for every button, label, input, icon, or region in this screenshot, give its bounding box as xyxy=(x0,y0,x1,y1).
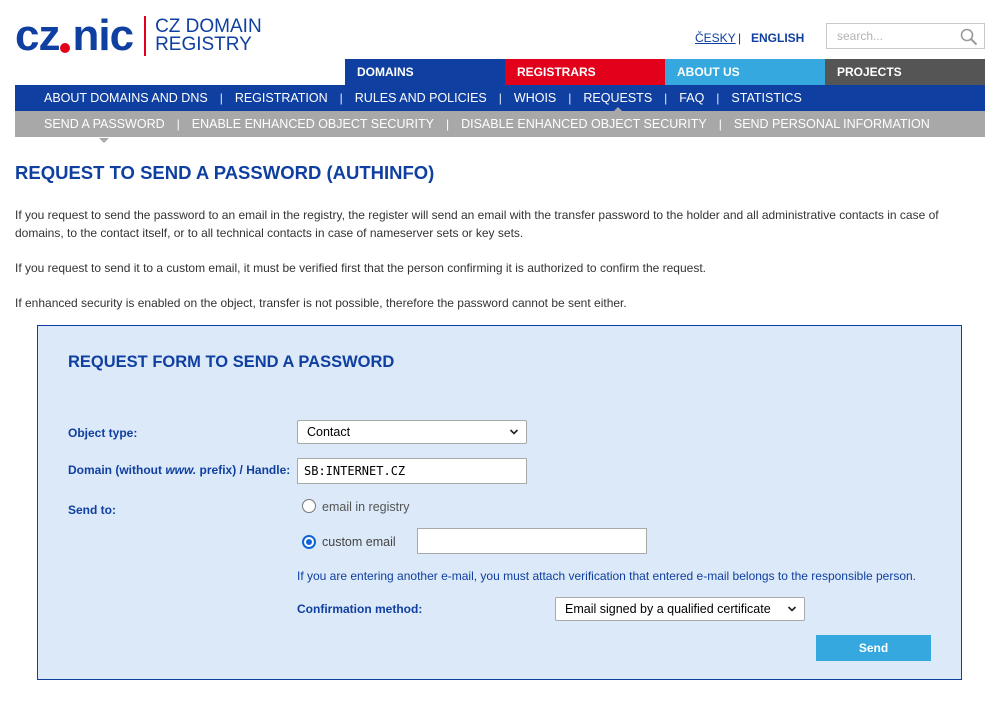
radio-email-in-registry-label[interactable]: email in registry xyxy=(322,500,410,514)
intro-paragraph-1: If you request to send the password to an email in the registry, the register will send an email with the transfer password to the holder and all administrative contacts in case of domains, to the contact itself, or to all technical contacts in case of nameserver sets or key sets. xyxy=(15,208,939,240)
confirmation-method-value: Email signed by a qualified certificate xyxy=(565,602,771,616)
nav-faq[interactable]: FAQ xyxy=(679,91,705,105)
object-type-value: Contact xyxy=(307,425,351,439)
nav-registration[interactable]: REGISTRATION xyxy=(234,91,328,105)
section-tabs xyxy=(345,59,985,85)
subnav-enable-security[interactable]: ENABLE ENHANCED OBJECT SECURITY xyxy=(191,117,434,131)
tab-registrars[interactable]: REGISTRARS xyxy=(505,59,665,85)
main-navigation xyxy=(15,85,985,111)
logo-word-cz: cz xyxy=(15,11,60,60)
nav-separator: | xyxy=(716,91,720,105)
tab-about-us[interactable]: ABOUT US xyxy=(665,59,825,85)
logo-divider xyxy=(144,16,146,56)
radio-custom-email-label[interactable]: custom email xyxy=(322,535,396,549)
nav-separator: | xyxy=(339,91,343,105)
subnav-separator: | xyxy=(445,117,450,131)
intro-paragraph-3: If enhanced security is enabled on the object, transfer is not possible, therefore the password cannot be sent either. xyxy=(15,296,627,310)
nav-rules-policies[interactable]: RULES AND POLICIES xyxy=(354,91,487,105)
password-request-form xyxy=(37,325,962,680)
object-type-select[interactable] xyxy=(297,420,527,444)
nav-separator: | xyxy=(568,91,572,105)
form-title: REQUEST FORM TO SEND A PASSWORD xyxy=(68,353,395,371)
page-title: REQUEST TO SEND A PASSWORD (AUTHINFO) xyxy=(15,162,435,183)
logo-line-1: CZ DOMAIN xyxy=(155,16,262,37)
nav-separator: | xyxy=(664,91,668,105)
logo-dot xyxy=(60,43,70,53)
logo[interactable] xyxy=(15,11,262,60)
search-box xyxy=(826,23,985,49)
send-to-label: Send to: xyxy=(68,503,116,517)
subnav-send-password[interactable]: SEND A PASSWORD xyxy=(44,117,165,131)
search-icon[interactable] xyxy=(960,28,978,46)
confirmation-method-select[interactable] xyxy=(555,597,805,621)
subnav-disable-security[interactable]: DISABLE ENHANCED OBJECT SECURITY xyxy=(461,117,707,131)
tab-projects[interactable]: PROJECTS xyxy=(825,59,985,85)
subnav-send-personal-info[interactable]: SEND PERSONAL INFORMATION xyxy=(733,117,930,131)
chevron-down-icon xyxy=(509,427,519,437)
confirmation-method-label: Confirmation method: xyxy=(297,602,423,616)
nav-separator: | xyxy=(498,91,502,105)
lang-czech-link[interactable]: ČESKY xyxy=(695,31,736,45)
nav-about-domains-dns[interactable]: ABOUT DOMAINS AND DNS xyxy=(44,91,208,105)
custom-email-input[interactable] xyxy=(417,528,647,554)
radio-email-in-registry[interactable] xyxy=(302,499,316,513)
intro-paragraph-2: If you request to send it to a custom email, it must be verified first that the person confirming it is authorized to confirm the request. xyxy=(15,261,706,275)
nav-requests[interactable]: REQUESTS xyxy=(583,91,653,105)
logo-word-nic: nic xyxy=(72,11,134,60)
custom-email-hint: If you are entering another e-mail, you must attach verification that entered e-mail belongs to the responsible person. xyxy=(297,569,917,583)
tab-domains[interactable]: DOMAINS xyxy=(345,59,505,85)
domain-handle-input[interactable]: SB:INTERNET.CZ xyxy=(297,458,527,484)
logo-line-2: REGISTRY xyxy=(155,34,252,55)
subnav-separator: | xyxy=(176,117,180,131)
object-type-label: Object type: xyxy=(68,426,138,440)
logo-subtitle xyxy=(155,18,262,54)
lang-separator: | xyxy=(738,31,742,45)
subnav-separator: | xyxy=(718,117,722,131)
nav-whois[interactable]: WHOIS xyxy=(513,91,557,105)
nav-separator: | xyxy=(219,91,223,105)
search-input[interactable] xyxy=(827,24,952,48)
nav-statistics[interactable]: STATISTICS xyxy=(731,91,802,105)
radio-custom-email[interactable] xyxy=(302,535,316,549)
send-button[interactable]: Send xyxy=(816,635,931,661)
chevron-down-icon xyxy=(787,604,797,614)
domain-handle-label: Domain (without www. prefix) / Handle: xyxy=(68,463,291,477)
sub-navigation xyxy=(15,111,985,137)
lang-english-link[interactable]: ENGLISH xyxy=(751,31,805,45)
